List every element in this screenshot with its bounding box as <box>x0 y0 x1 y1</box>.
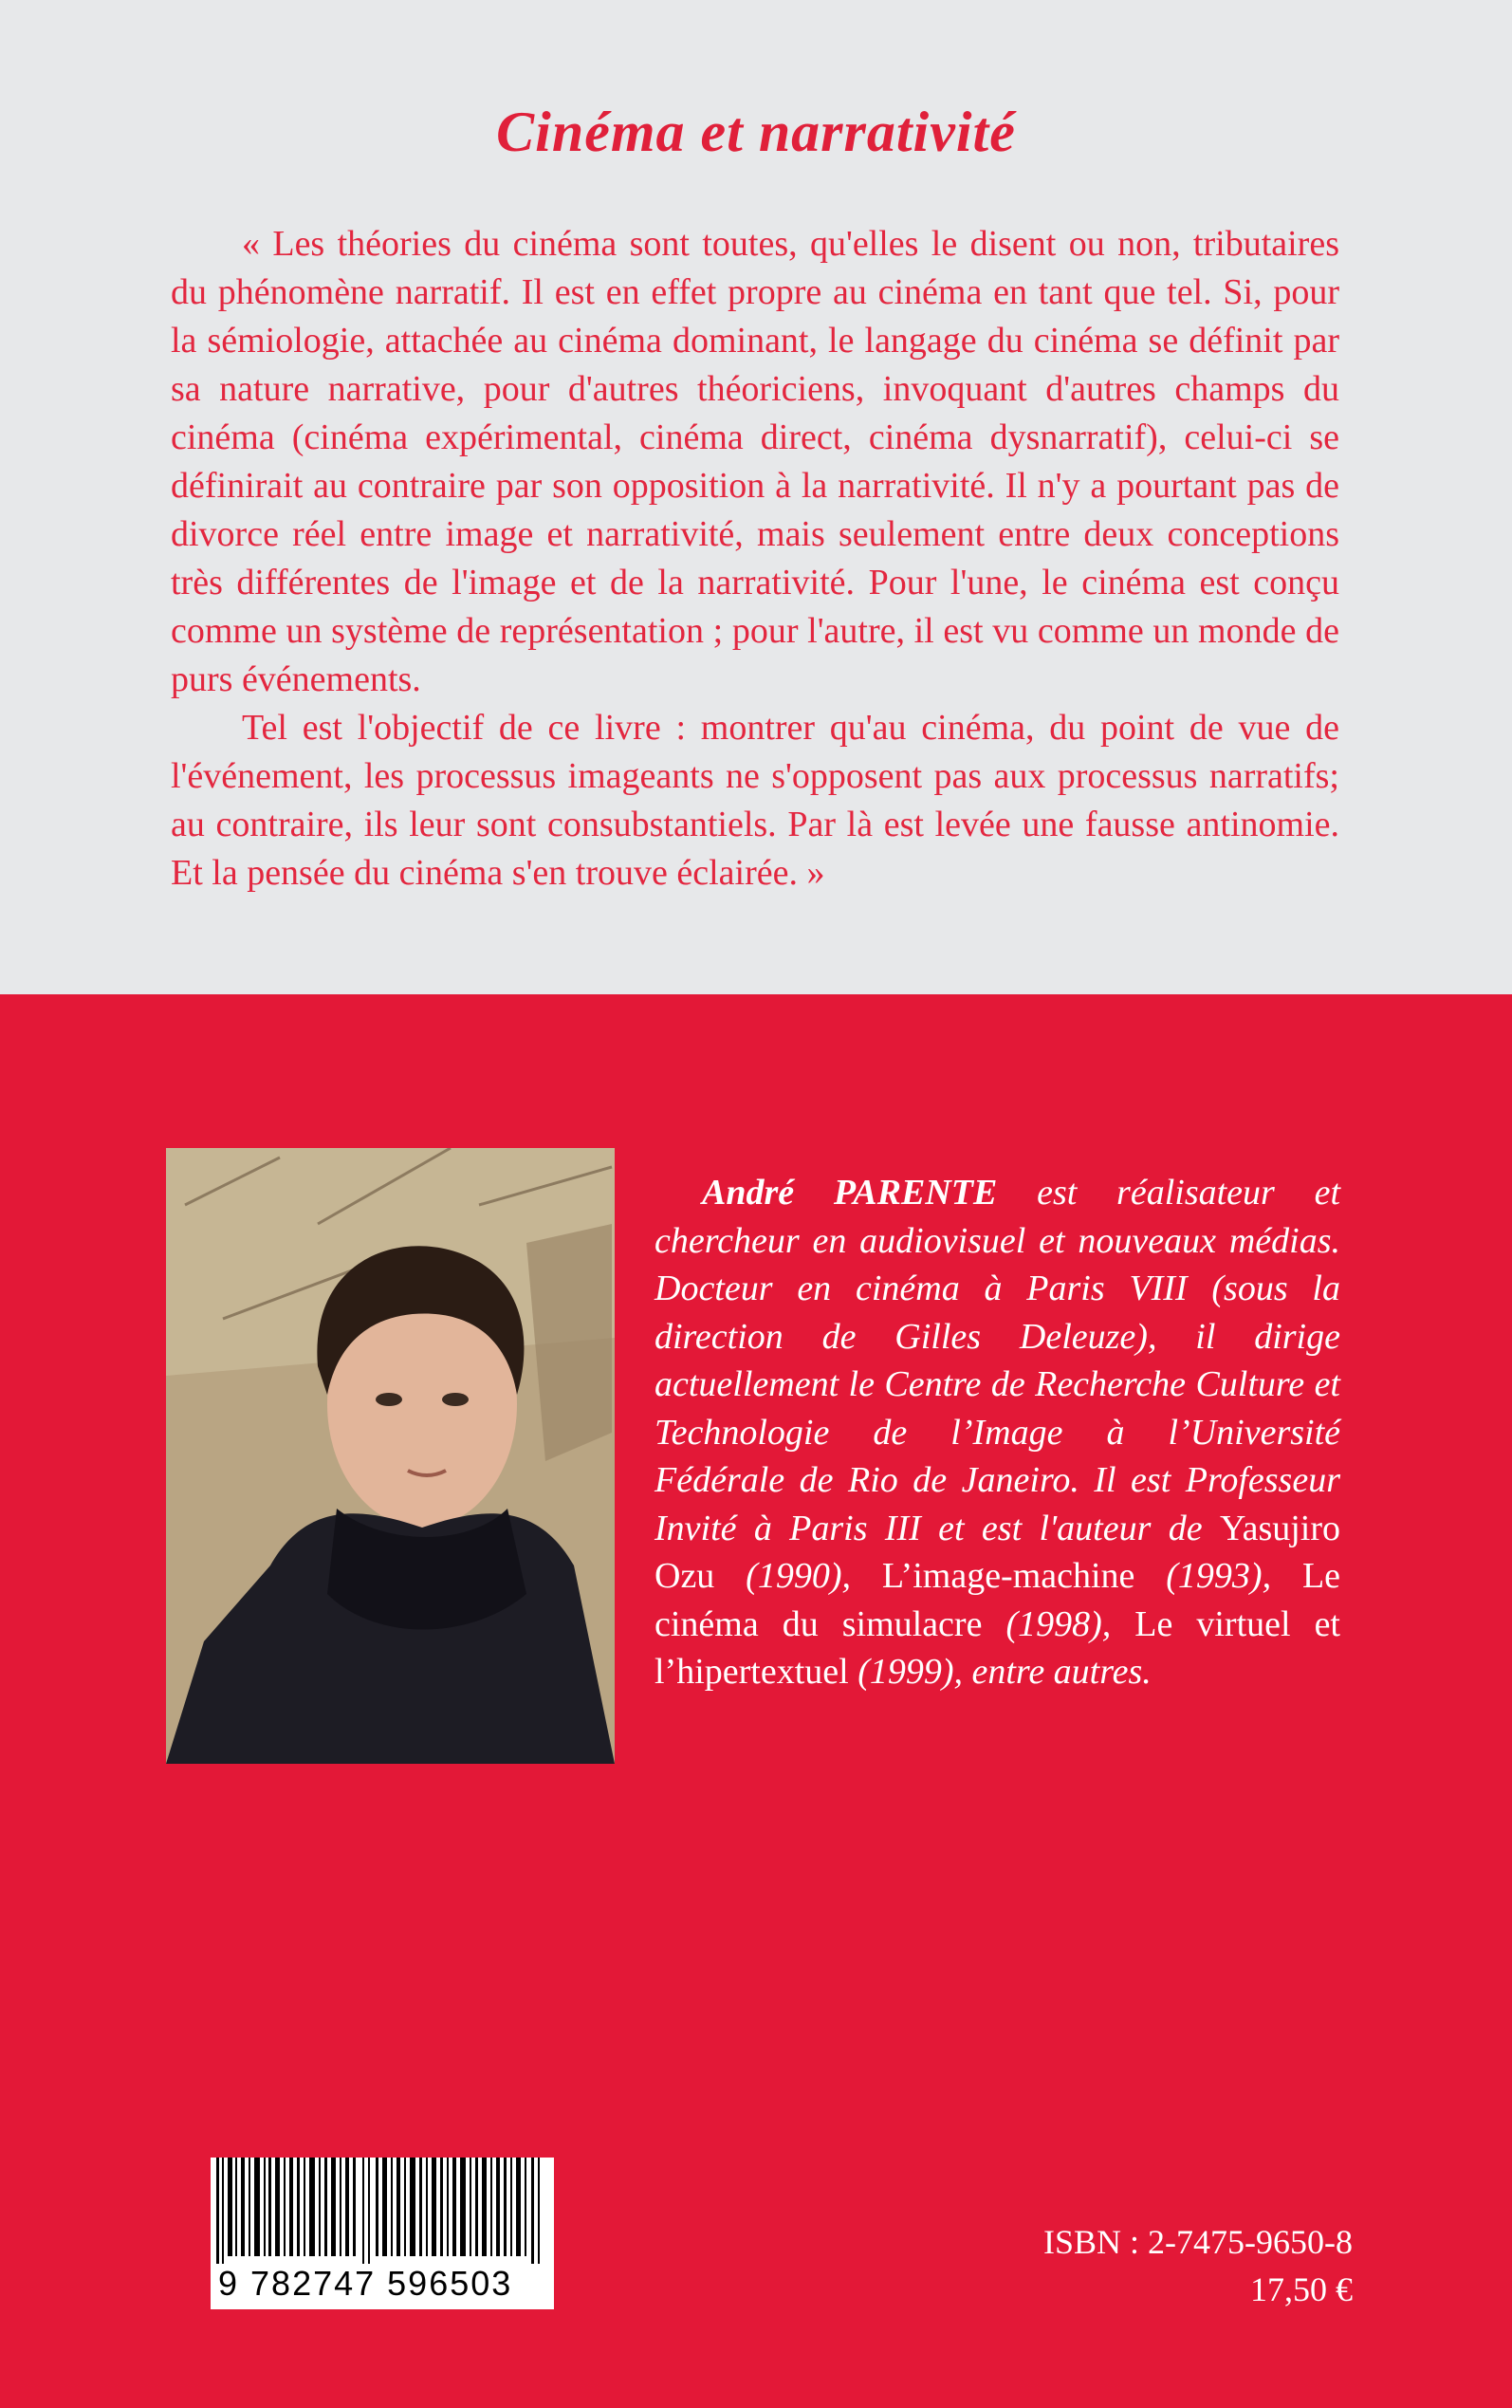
author-name: André PARENTE <box>702 1173 998 1213</box>
barcode-digits: 9 782747 596503 <box>218 2264 550 2304</box>
price: 17,50 € <box>1250 2270 1353 2308</box>
barcode-bars <box>211 2158 554 2264</box>
blurb-paragraph-1: « Les théories du cinéma sont toutes, qu'elles le disent ou non, tributaires du phénomène narratif. Il est en effet propre au cinéma en tant que tel. Si, pour la sémiologie, attachée au cinéma dominant, le langage du cinéma se définit par sa nature narrative, pour d'autres théoriciens, invoquant d'autres champs du cinéma (cinéma expérimental, cinéma direct, cinéma dysnarratif), celui-ci se définirait au contraire par son opposition à la narrativité. Il n'y a pourtant pas de divorce réel entre image et narrativité, mais seulement entre deux conceptions très différentes de l'image et de la narrativité. Pour l'une, le cinéma est conçu comme un système de représentation ; pour l'autre, il est vu comme un monde de purs événements. <box>171 224 1339 699</box>
book-title-3: Le cinéma du simulacre <box>655 1556 1341 1644</box>
author-photo <box>166 1148 615 1764</box>
author-portrait-image <box>166 1148 615 1764</box>
blurb-quote <box>171 220 1339 898</box>
book-title-1: Yasujiro Ozu <box>655 1508 1340 1596</box>
isbn-price-block <box>1043 2218 1353 2313</box>
author-bio-paragraph: André PARENTE est réalisateur et chercheur en audiovisuel et nouveaux médias. Docteur en cinéma à Paris VIII (sous la direction de Gilles Deleuze), il dirige actuellement le Centre de Recherche Culture et Technologie de l’Image à l’Université Fédérale de Rio de Janeiro. Il est Professeur Invité à Paris III et est l'auteur de Yasujiro Ozu (1990), L’image-machine (1993), Le cinéma du simulacre (1998), Le virtuel et l’hipertextuel (1999), entre autres. <box>655 1173 1341 1692</box>
blurb-paragraph-2: Tel est l'objectif de ce livre : montrer qu'au cinéma, du point de vue de l'événement, les processus imageants ne s'opposent pas aux processus narratifs; au contraire, ils leur sont consubstantiels. Par là est levée une fausse antinomie. Et la pensée du cinéma s'en trouve éclairée. » <box>171 708 1339 893</box>
book-title-2: L’image-machine <box>881 1556 1135 1596</box>
isbn: ISBN : 2-7475-9650-8 <box>1043 2223 1353 2261</box>
book-title-4: Le virtuel et l’hipertextuel <box>655 1603 1340 1692</box>
book-title: Cinéma et narrativité <box>496 101 1016 163</box>
author-bio <box>655 1169 1340 1696</box>
